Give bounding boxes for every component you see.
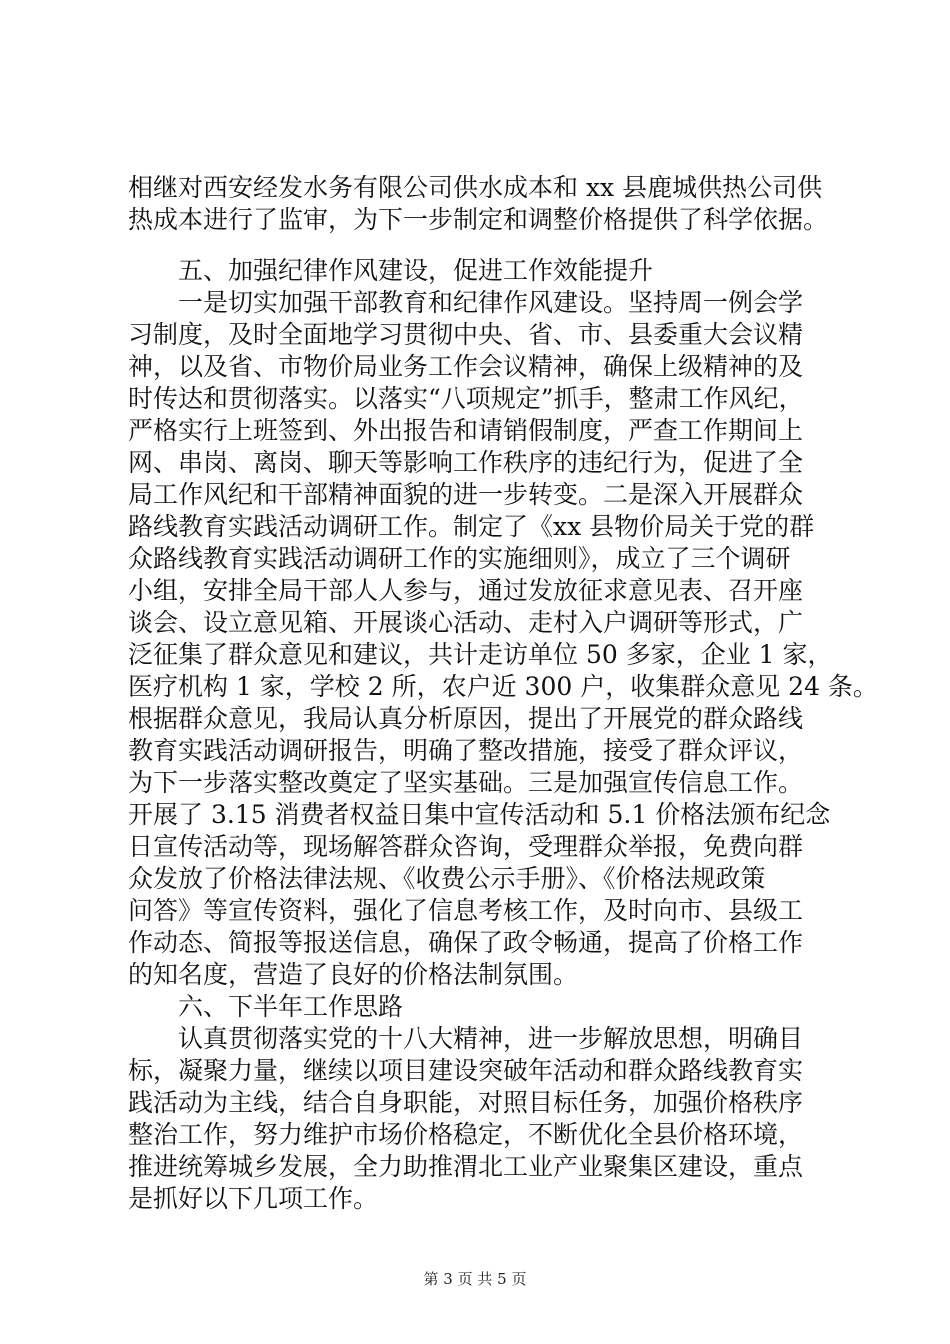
text-line: 路线教育实践活动调研工作。制定了《xx 县物价局关于党的群	[128, 512, 815, 541]
text-line: 的知名度，营造了良好的价格法制氛围。	[128, 960, 579, 989]
text-line: 一是切实加强干部教育和纪律作风建设。坚持周一例会学	[128, 288, 804, 317]
text-line: 整治工作，努力维护市场价格稳定，不断优化全县价格环境，	[128, 1120, 804, 1149]
text-line: 教育实践活动调研报告，明确了整改措施，接受了群众评议，	[128, 736, 804, 765]
text-line: 医疗机构 1 家，学校 2 所，农户近 300 户，收集群众意见 24 条。	[128, 672, 878, 701]
text-line: 认真贯彻落实党的十八大精神，进一步解放思想，明确目	[128, 1024, 804, 1053]
text-line: 推进统筹城乡发展，全力助推渭北工业产业聚集区建设，重点	[128, 1152, 804, 1181]
body-text	[128, 172, 878, 1215]
text-line: 开展了 3.15 消费者权益日集中宣传活动和 5.1 价格法颁布纪念	[128, 800, 831, 829]
page-number-footer: 第 3 页 共 5 页	[423, 1270, 527, 1288]
text-line: 众发放了价格法律法规、《收费公示手册》、《价格法规政策	[128, 864, 766, 893]
text-line: 是抓好以下几项工作。	[128, 1184, 379, 1213]
text-line: 局工作风纪和干部精神面貌的进一步转变。二是深入开展群众	[128, 480, 804, 509]
text-line: 热成本进行了监审，为下一步制定和调整价格提供了科学依据。	[128, 205, 829, 234]
text-line: 标，凝聚力量，继续以项目建设突破年活动和群众路线教育实	[128, 1056, 804, 1085]
section-heading-5: 五、加强纪律作风建设，促进工作效能提升	[128, 256, 654, 285]
text-line: 日宣传活动等，现场解答群众咨询，受理群众举报，免费向群	[128, 832, 804, 861]
text-line: 谈会、设立意见箱、开展谈心活动、走村入户调研等形式，广	[128, 608, 804, 637]
text-line: 小组，安排全局干部人人参与，通过发放征求意见表、召开座	[128, 576, 804, 605]
section-heading-6: 六、下半年工作思路	[128, 992, 404, 1021]
text-line: 严格实行上班签到、外出报告和请销假制度，严查工作期间上	[128, 416, 804, 445]
text-line: 泛征集了群众意见和建议，共计走访单位 50 多家，企业 1 家，	[128, 640, 833, 669]
text-line: 神，以及省、市物价局业务工作会议精神，确保上级精神的及	[128, 352, 804, 381]
paragraph-gap	[128, 236, 868, 255]
text-line: 践活动为主线，结合自身职能，对照目标任务，加强价格秩序	[128, 1088, 804, 1117]
text-line: 作动态、简报等报送信息，确保了政令畅通，提高了价格工作	[128, 928, 804, 957]
text-line: 问答》等宣传资料，强化了信息考核工作，及时向市、县级工	[128, 896, 804, 925]
text-line: 时传达和贯彻落实。以落实“八项规定”抓手，整肃工作风纪，	[128, 384, 804, 413]
text-line: 为下一步落实整改奠定了坚实基础。三是加强宣传信息工作。	[128, 768, 804, 797]
text-line: 习制度，及时全面地学习贯彻中央、省、市、县委重大会议精	[128, 320, 804, 349]
text-line: 相继对西安经发水务有限公司供水成本和 xx 县鹿城供热公司供	[128, 173, 823, 202]
text-line: 网、串岗、离岗、聊天等影响工作秩序的违纪行为，促进了全	[128, 448, 804, 477]
text-line: 根据群众意见，我局认真分析原因，提出了开展党的群众路线	[128, 704, 804, 733]
text-line: 众路线教育实践活动调研工作的实施细则》，成立了三个调研	[128, 544, 791, 573]
